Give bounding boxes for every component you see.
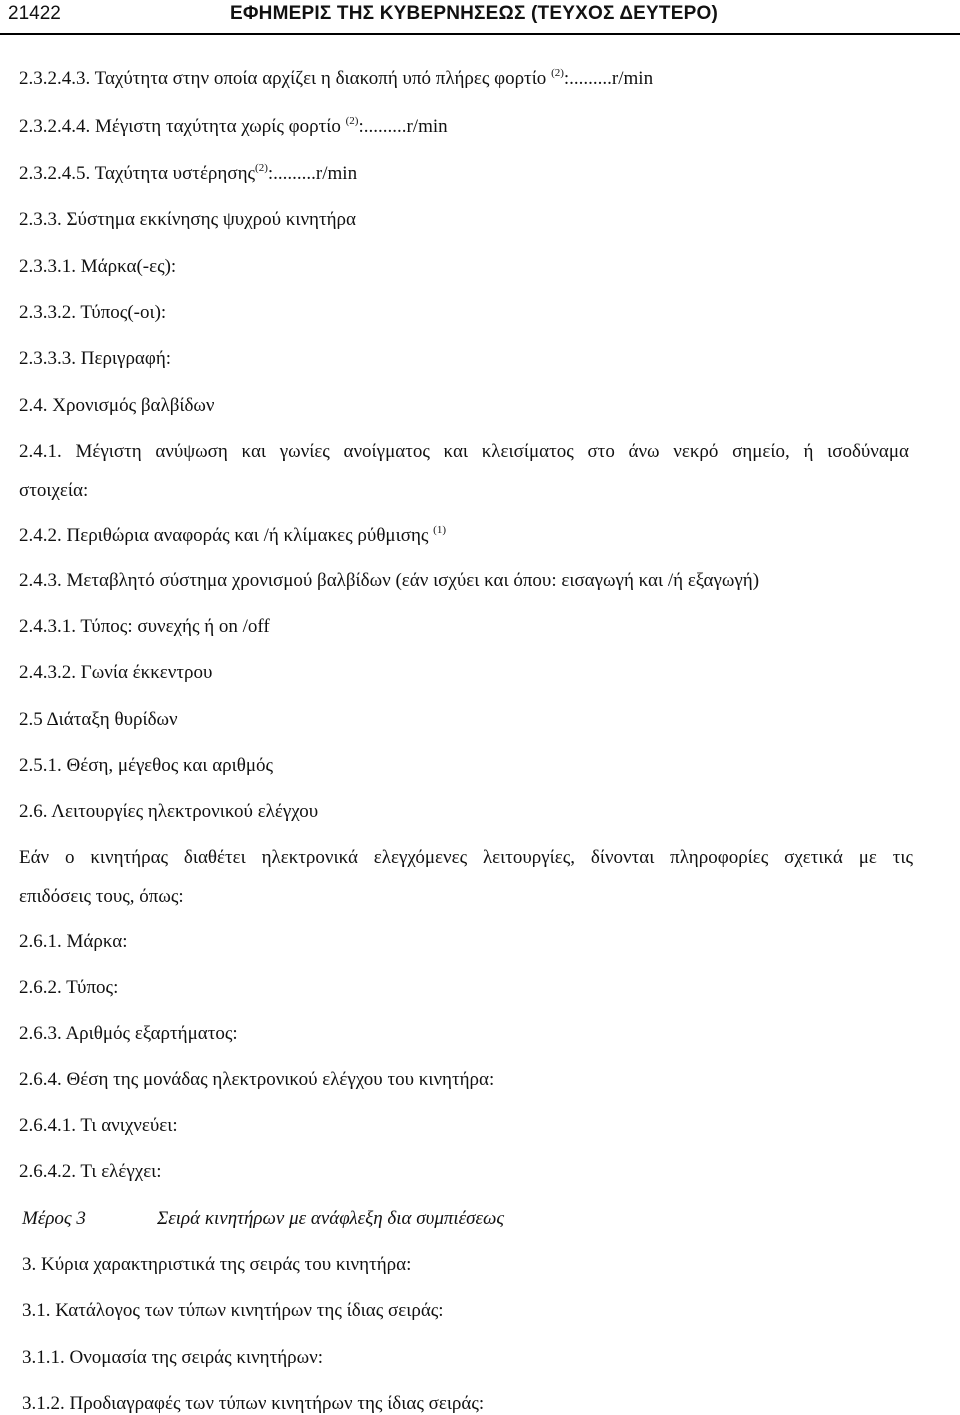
item-2-3-2-4-4: 2.3.2.4.4. Μέγιστη ταχύτητα χωρίς φορτίο $^{(2)}$:.........r/min (19, 115, 448, 137)
part-title: Σειρά κινητήρων με ανάφλεξη δια συμπιέσεως (157, 1208, 505, 1229)
item-3-1: 3.1. Κατάλογος των τύπων κινητήρων της ίδιας σειράς: (22, 1300, 444, 1321)
item-2-6-4-2: 2.6.4.2. Τι ελέγχει: (19, 1161, 162, 1182)
item-2-3-3: 2.3.3. Σύστημα εκκίνησης ψυχρού κινητήρα (19, 209, 356, 230)
header-rule (0, 33, 960, 35)
page-number: 21422 (8, 3, 61, 24)
item-2-6-1: 2.6.1. Μάρκα: (19, 931, 128, 952)
item-2-4-3: 2.4.3. Μεταβλητό σύστημα χρονισμού βαλβίδων (εάν ισχύει και όπου: εισαγωγή και /ή εξαγωγή) (19, 570, 760, 591)
item-2-4-3-2: 2.4.3.2. Γωνία έκκεντρου (19, 662, 213, 683)
item-2-3-3-3: 2.3.3.3. Περιγραφή: (19, 348, 172, 369)
item-2-4-1-continued: στοιχεία: (19, 480, 89, 501)
item-2-5-1: 2.5.1. Θέση, μέγεθος και αριθμός (19, 755, 274, 776)
item-2-4-1: 2.4.1. Μέγιστη ανύψωση και γωνίες ανοίγματος και κλεισίματος στο άνω νεκρό σημείο, ή ισοδύναμα (19, 441, 909, 462)
paragraph-electronic-control: Εάν ο κινητήρας διαθέτει ηλεκτρονικά ελεγχόμενες λειτουργίες, δίνονται πληροφορίες σχετικά με τις (19, 847, 913, 868)
paragraph-electronic-control-continued: επιδόσεις τους, όπως: (19, 886, 184, 907)
item-2-6: 2.6. Λειτουργίες ηλεκτρονικού ελέγχου (19, 801, 319, 822)
item-2-3-2-4-3: 2.3.2.4.3. Ταχύτητα στην οποία αρχίζει η διακοπή υπό πλήρες φορτίο $^{(2)}$:.........r/min (19, 67, 654, 89)
item-3-1-2: 3.1.2. Προδιαγραφές των τύπων κινητήρων της ίδιας σειράς: (22, 1393, 485, 1414)
item-2-6-4: 2.6.4. Θέση της μονάδας ηλεκτρονικού ελέγχου του κινητήρα: (19, 1069, 495, 1090)
part-label: Μέρος 3 (22, 1208, 86, 1229)
item-2-4-2: 2.4.2. Περιθώρια αναφοράς και /ή κλίμακες ρύθμισης $^{(1)}$ (19, 524, 446, 546)
item-3-1-1: 3.1.1. Ονομασία της σειράς κινητήρων: (22, 1347, 324, 1368)
item-2-3-3-2: 2.3.3.2. Τύπος(-οι): (19, 302, 167, 323)
page-header (0, 0, 960, 30)
gazette-title: ΕΦΗΜΕΡΙΣ ΤΗΣ ΚΥΒΕΡΝΗΣΕΩΣ (ΤΕΥΧΟΣ ΔΕΥΤΕΡΟ) (230, 3, 718, 24)
item-3: 3. Κύρια χαρακτηριστικά της σειράς του κινητήρα: (22, 1254, 412, 1275)
item-2-6-2: 2.6.2. Τύπος: (19, 977, 119, 998)
item-2-4: 2.4. Χρονισμός βαλβίδων (19, 395, 215, 416)
item-2-6-4-1: 2.6.4.1. Τι ανιχνεύει: (19, 1115, 178, 1136)
item-2-4-3-1: 2.4.3.1. Τύπος: συνεχής ή on /off (19, 616, 270, 637)
item-2-3-3-1: 2.3.3.1. Μάρκα(-ες): (19, 256, 177, 277)
item-2-5: 2.5 Διάταξη θυρίδων (19, 709, 178, 730)
item-2-6-3: 2.6.3. Αριθμός εξαρτήματος: (19, 1023, 238, 1044)
item-2-3-2-4-5: 2.3.2.4.5. Ταχύτητα υστέρησης$^{(2)}$:.........r/min (19, 162, 358, 184)
